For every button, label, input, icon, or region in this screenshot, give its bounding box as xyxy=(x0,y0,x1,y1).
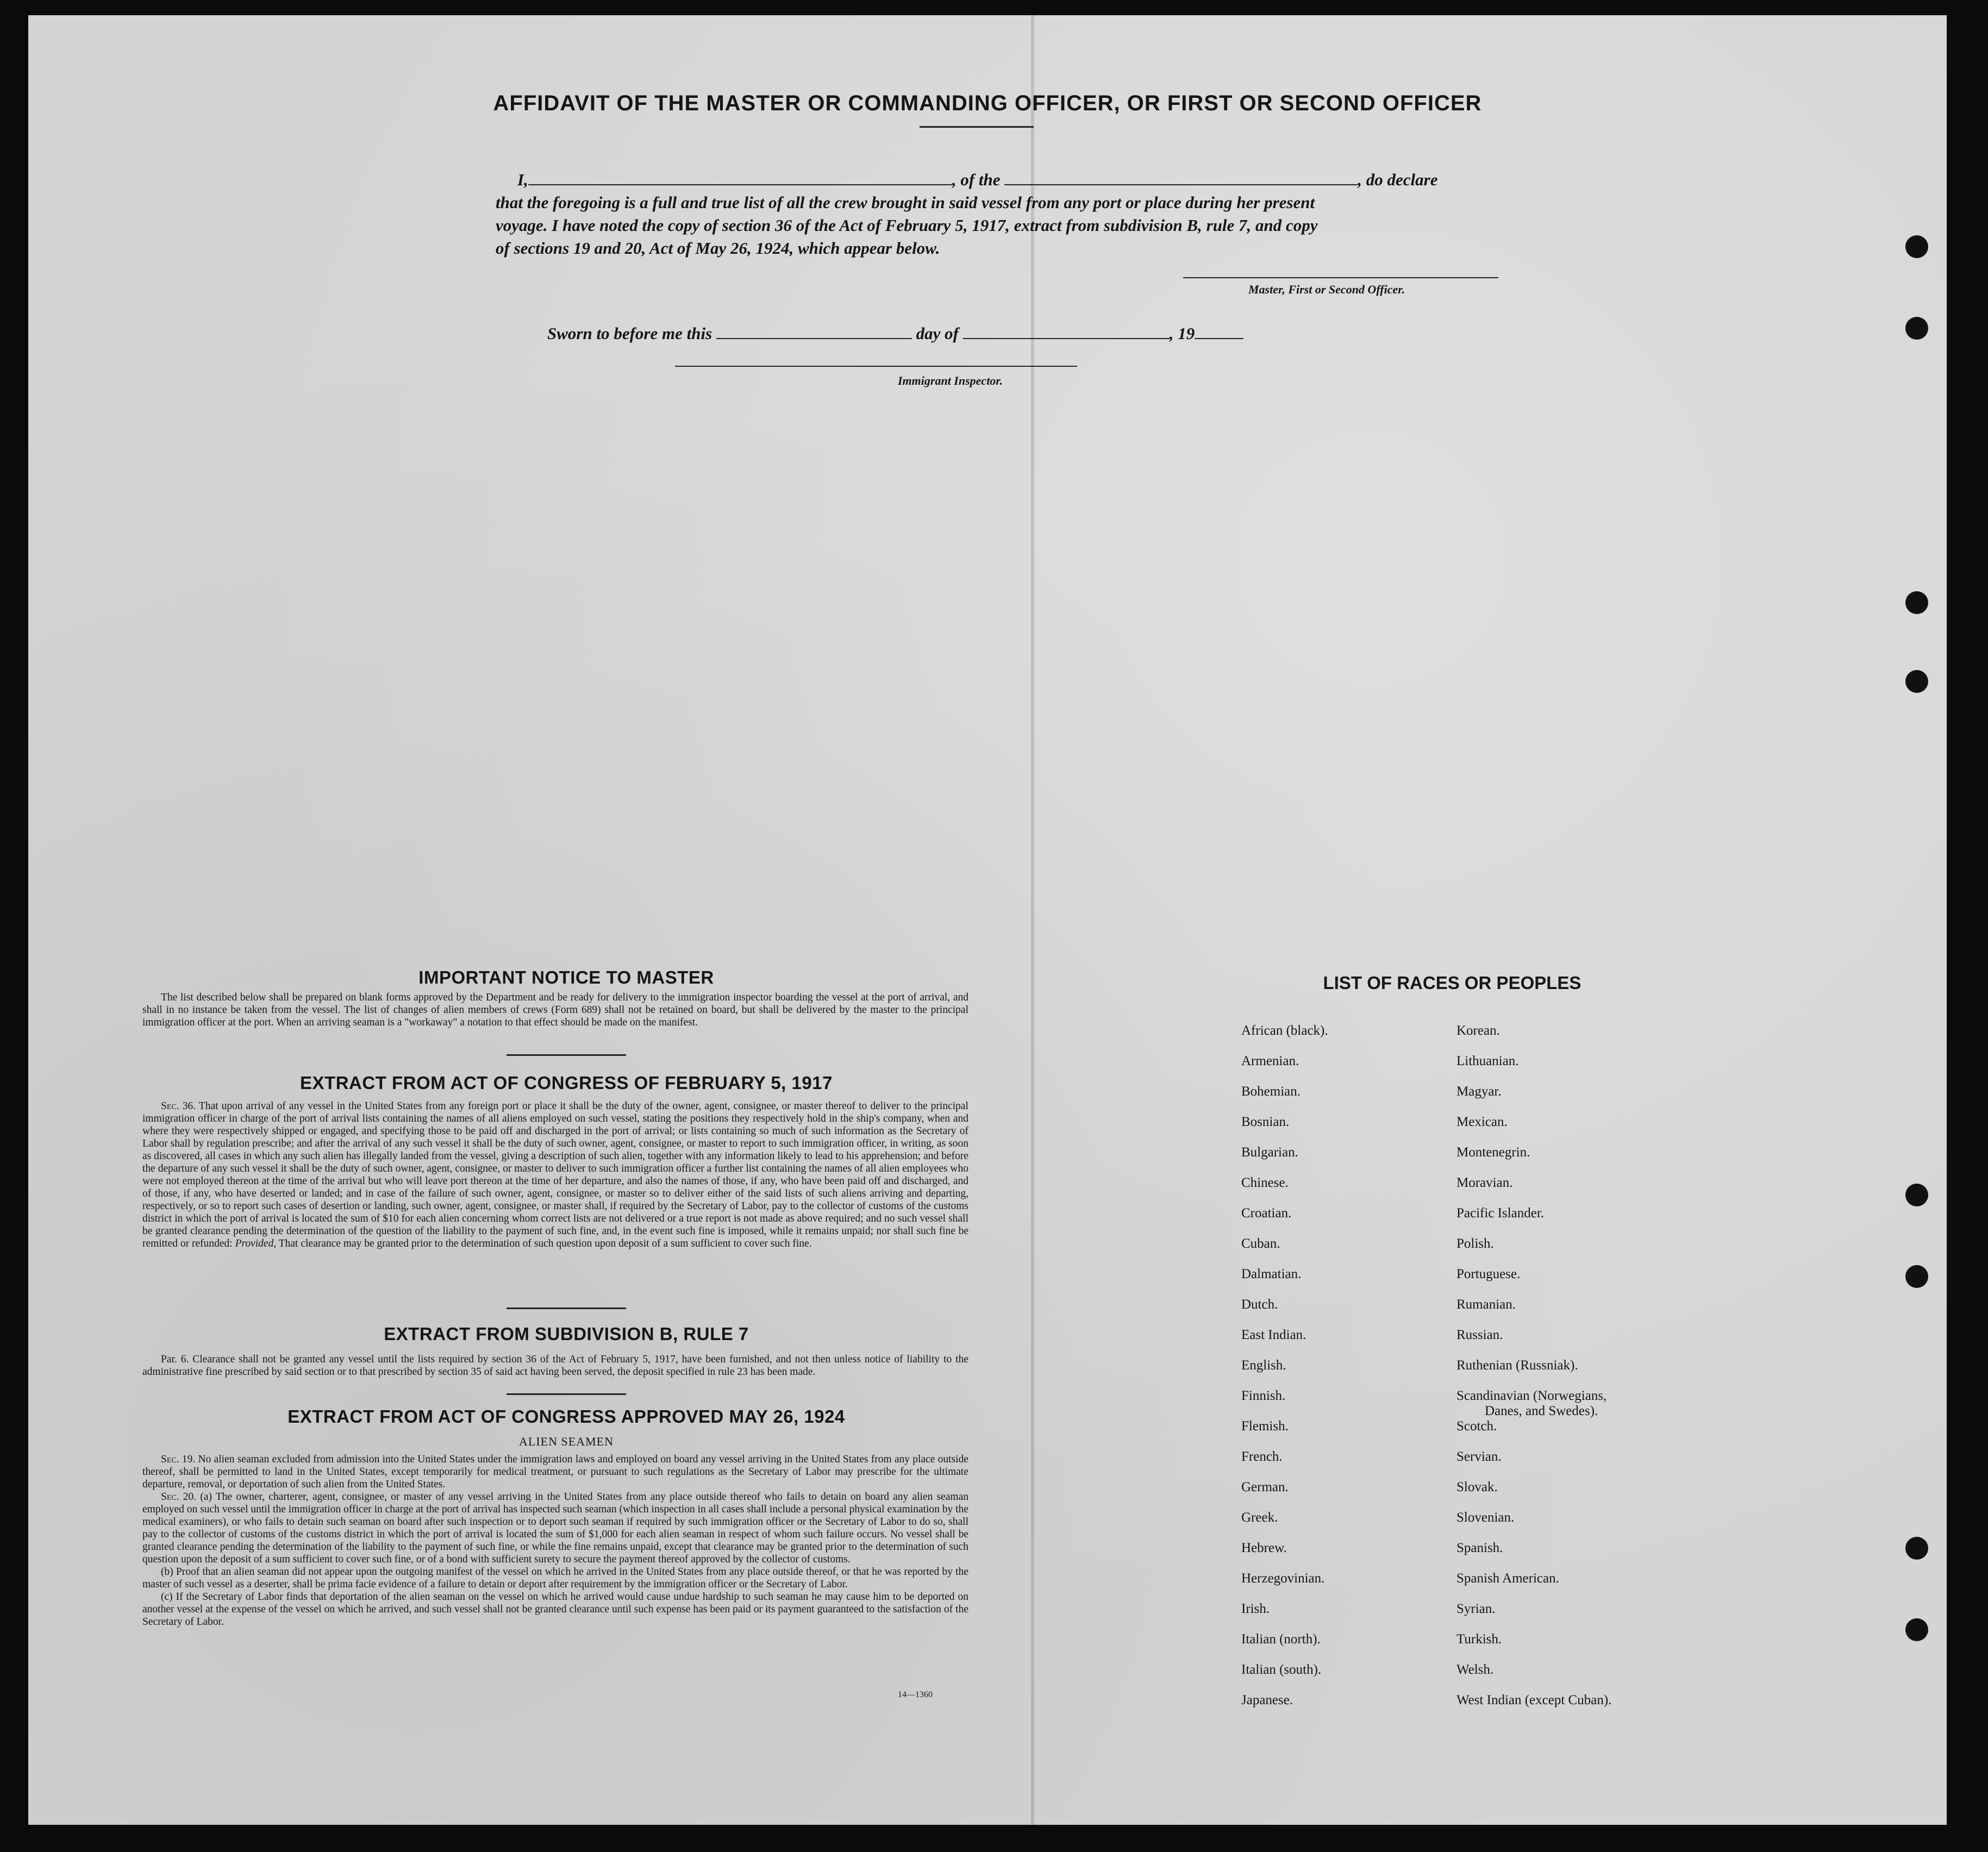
race-item: Korean. xyxy=(1456,1023,1500,1038)
punch-hole xyxy=(1905,317,1928,340)
affidavit-line-3: voyage. I have noted the copy of section 36 of the Act of February 5, 1917, extract from subdivision B, rule 7, and copy xyxy=(496,216,1318,235)
notice-title: IMPORTANT NOTICE TO MASTER xyxy=(418,967,714,987)
race-item: Syrian. xyxy=(1456,1601,1496,1616)
punch-hole xyxy=(1905,670,1928,693)
title-rule xyxy=(920,126,1034,128)
vessel-blank[interactable] xyxy=(1004,169,1358,185)
race-item: Spanish. xyxy=(1456,1541,1503,1555)
punch-hole xyxy=(1905,1265,1928,1288)
races-column-left xyxy=(1241,1023,1328,1723)
race-item: Japanese. xyxy=(1241,1693,1293,1707)
race-item: Lithuanian. xyxy=(1456,1054,1519,1068)
punch-hole xyxy=(1905,235,1928,258)
name-blank[interactable] xyxy=(528,169,952,185)
races-column-right xyxy=(1456,1023,1611,1723)
affidavit-text xyxy=(496,168,1561,260)
race-item: Turkish. xyxy=(1456,1632,1502,1647)
race-item: Moravian. xyxy=(1456,1175,1513,1190)
extract-1924-title: EXTRACT FROM ACT OF CONGRESS APPROVED MAY 26, 1924 xyxy=(287,1406,845,1426)
sec-20b: (b) Proof that an alien seaman did not appear upon the outgoing manifest of the vessel on which he arrived in the United States from any place outside thereof, or that he was reported by the master of such vessel as a deserter, shall be prima facie evidence of a failure to detain or deport after requirement by the immigration officer or the Secretary of Labor. xyxy=(142,1566,968,1590)
extract-1917-text: Sec. 36. That upon arrival of any vessel in the United States from any foreign port or place it shall be the duty of the owner, agent, consignee, or master thereof to deliver to the principal immigration officer in charge of the port of arrival lists containing the names of all aliens employed on such vessel, stating the positions they respectively hold in the ship's company, when and where they were respectively shipped or engaged, and specifying those to be paid off and discharged in the port of arrival; or lists containing so much of such information as the Secretary of Labor shall by regulation prescribe; and after the arrival of any such vessel it shall be the duty of such owner, agent, consignee, or master to report to such immigration officer, in writing, as soon as discovered, all cases in which any such alien has illegally landed from the vessel, giving a description of such alien, together with any information likely to lead to his apprehension; and before the departure of any such vessel it shall be the duty of such owner, agent, consignee, or master to deliver to such immigration officer a further list containing the names of all alien employees who were not employed thereon at the time of the arrival but who will leave port thereon at the time of her departure, and also the names of those, if any, who have been paid off and discharged, and of those, if any, who have deserted or landed; and in case of the failure of such owner, agent, consignee, or master so to deliver either of the said lists of such aliens arriving and departing, respectively, or so to report such cases of desertion or landing, such owner, agent, consignee, or master shall, if required by the Secretary of Labor, pay to the collector of customs of the customs district in which the port of arrival is located the sum of $10 for each alien concerning whom correct lists are not delivered or a true report is not made as above required; and no such vessel shall be granted clearance pending the determination of the question of the liability to the payment of such fine, and, in the event such fine is imposed, while it remains unpaid; nor shall such fine be remitted or refunded: Provided, That clearance may be granted prior to the determination of such question upon deposit of a sum sufficient to cover such fine. xyxy=(142,1100,968,1249)
race-item: Bulgarian. xyxy=(1241,1145,1298,1160)
extract-rule7-title: EXTRACT FROM SUBDIVISION B, RULE 7 xyxy=(384,1324,749,1344)
page-fold xyxy=(1031,15,1034,1825)
race-item: German. xyxy=(1241,1480,1289,1494)
race-item: Greek. xyxy=(1241,1510,1278,1525)
race-item: Polish. xyxy=(1456,1236,1494,1251)
race-item: Pacific Islander. xyxy=(1456,1206,1545,1221)
race-item: Portuguese. xyxy=(1456,1267,1521,1281)
race-item: English. xyxy=(1241,1358,1286,1373)
race-item: Herzegovinian. xyxy=(1241,1571,1325,1586)
document-page xyxy=(28,15,1947,1825)
extract-1924-subtitle: ALIEN SEAMEN xyxy=(519,1435,614,1448)
extract-rule7-text: Par. 6. Clearance shall not be granted any vessel until the lists required by section 36 of the Act of February 5, 1917, have been furnished, and not then unless notice of liability to the administrative fine prescribed by said section or to that prescribed by section 35 of said act having been served, the deposit specified in rule 23 has been made. xyxy=(142,1354,968,1378)
race-item: Slovak. xyxy=(1456,1480,1498,1494)
section-rule xyxy=(507,1307,626,1309)
race-item: Slovenian. xyxy=(1456,1510,1515,1525)
race-item: Armenian. xyxy=(1241,1054,1299,1068)
extract-1917-title: EXTRACT FROM ACT OF CONGRESS OF FEBRUARY 5, 1917 xyxy=(300,1073,833,1093)
extract-1924-text xyxy=(142,1453,968,1628)
section-rule xyxy=(507,1054,626,1056)
race-item: Chinese. xyxy=(1241,1175,1289,1190)
affidavit-title: AFFIDAVIT OF THE MASTER OR COMMANDING OFFICER, OR FIRST OR SECOND OFFICER xyxy=(493,91,1482,115)
race-item: Dalmatian. xyxy=(1241,1267,1302,1281)
sworn-month-blank[interactable] xyxy=(963,323,1170,339)
master-signature-line[interactable] xyxy=(1183,277,1498,278)
race-item: Scandinavian (Norwegians, Danes, and Swedes). xyxy=(1456,1388,1607,1418)
race-item: Finnish. xyxy=(1241,1388,1286,1403)
race-item: Mexican. xyxy=(1456,1115,1508,1129)
race-item: Servian. xyxy=(1456,1449,1502,1464)
race-item: Dutch. xyxy=(1241,1297,1278,1312)
punch-hole xyxy=(1905,1618,1928,1641)
race-item: Welsh. xyxy=(1456,1662,1494,1677)
sec-20c: (c) If the Secretary of Labor finds that deportation of the alien seaman on the vessel on which he arrived would cause undue hardship to such seaman he may cause him to be deported on another vessel at the expense of the vessel on which he arrived, and such vessel shall not be granted clearance until such expense has been paid or its payment guaranteed to the satisfaction of the Secretary of Labor. xyxy=(142,1591,968,1628)
race-item: West Indian (except Cuban). xyxy=(1456,1693,1612,1707)
race-item: Italian (north). xyxy=(1241,1632,1321,1647)
punch-hole xyxy=(1905,591,1928,614)
sec-19: Sec. 19. No alien seaman excluded from admission into the United States under the immigration laws and employed on board any vessel arriving in the United States from any place outside thereof, shall be permitted to land in the United States, except temporarily for medical treatment, or pursuant to such regulations as the Secretary of Labor may prescribe for the ultimate departure, removal, or deportation of such alien from the United States. xyxy=(142,1454,969,1490)
notice-text: The list described below shall be prepared on blank forms approved by the Department and be ready for delivery to the immigration inspector boarding the vessel at the port of arrival, and shall in no instance be taken from the vessel. The list of changes of alien members of crews (Form 689) shall not be retained on board, but shall be delivered by the master to the principal immigration officer at the port. When an arriving seaman is a "workaway" a notation to that effect should be made on the manifest. xyxy=(142,992,968,1028)
punch-hole xyxy=(1905,1184,1928,1206)
sworn-line: Sworn to before me this day of , 19 xyxy=(547,323,1243,343)
race-item: East Indian. xyxy=(1241,1328,1306,1342)
race-item: Irish. xyxy=(1241,1601,1270,1616)
affidavit-line-1: I, , of the , do declare xyxy=(517,170,1438,189)
race-item: Rumanian. xyxy=(1456,1297,1516,1312)
race-item: Hebrew. xyxy=(1241,1541,1287,1555)
affidavit-line-4: of sections 19 and 20, Act of May 26, 1924, which appear below. xyxy=(496,239,940,258)
master-caption: Master, First or Second Officer. xyxy=(1248,283,1405,296)
race-item: Cuban. xyxy=(1241,1236,1280,1251)
race-item: Russian. xyxy=(1456,1328,1503,1342)
sworn-day-blank[interactable] xyxy=(716,323,912,339)
race-item: Montenegrin. xyxy=(1456,1145,1530,1160)
race-item: Scotch. xyxy=(1456,1419,1497,1434)
inspector-caption: Immigrant Inspector. xyxy=(898,374,1003,387)
punch-hole xyxy=(1905,1537,1928,1560)
race-item: Magyar. xyxy=(1456,1084,1502,1099)
sworn-year-blank[interactable] xyxy=(1195,323,1243,339)
race-item: Bosnian. xyxy=(1241,1115,1290,1129)
races-title: LIST OF RACES OR PEOPLES xyxy=(1323,973,1581,993)
race-item: French. xyxy=(1241,1449,1283,1464)
race-item: African (black). xyxy=(1241,1023,1328,1038)
race-item: Ruthenian (Russniak). xyxy=(1456,1358,1578,1373)
race-item: Spanish American. xyxy=(1456,1571,1559,1586)
inspector-signature-line[interactable] xyxy=(675,366,1077,367)
race-item: Italian (south). xyxy=(1241,1662,1322,1677)
affidavit-line-2: that the foregoing is a full and true list of all the crew brought in said vessel from any port or place during her present xyxy=(496,193,1315,212)
sec-20a: Sec. 20. (a) The owner, charterer, agent, consignee, or master of any vessel arriving in the United States from any place outside thereof who fails to detain on board any alien seaman employed on such vessel until the immigration officer in charge at the port of arrival has inspected such seaman (which inspection in all cases shall include a personal physical examination by the medical examiners), or who fails to detain such seaman on board after such inspection or to deport such seaman if required by such immigration officer or the Secretary of Labor to do so, shall pay to the collector of customs of the customs district in which the port of arrival is located the sum of $1,000 for each alien seaman in respect of whom such failure occurs. No vessel shall be granted clearance pending the determination of the liability to the payment of such fine, or while the fine remains unpaid, except that clearance may be granted prior to the determination of such question upon the deposit of a sum sufficient to cover such fine, or of a bond with sufficient surety to secure the payment thereof approved by the collector of customs. xyxy=(142,1491,969,1565)
race-item: Bohemian. xyxy=(1241,1084,1301,1099)
race-item: Croatian. xyxy=(1241,1206,1292,1221)
race-item: Flemish. xyxy=(1241,1419,1289,1434)
form-number: 14—1360 xyxy=(898,1690,933,1699)
section-rule xyxy=(507,1393,626,1395)
